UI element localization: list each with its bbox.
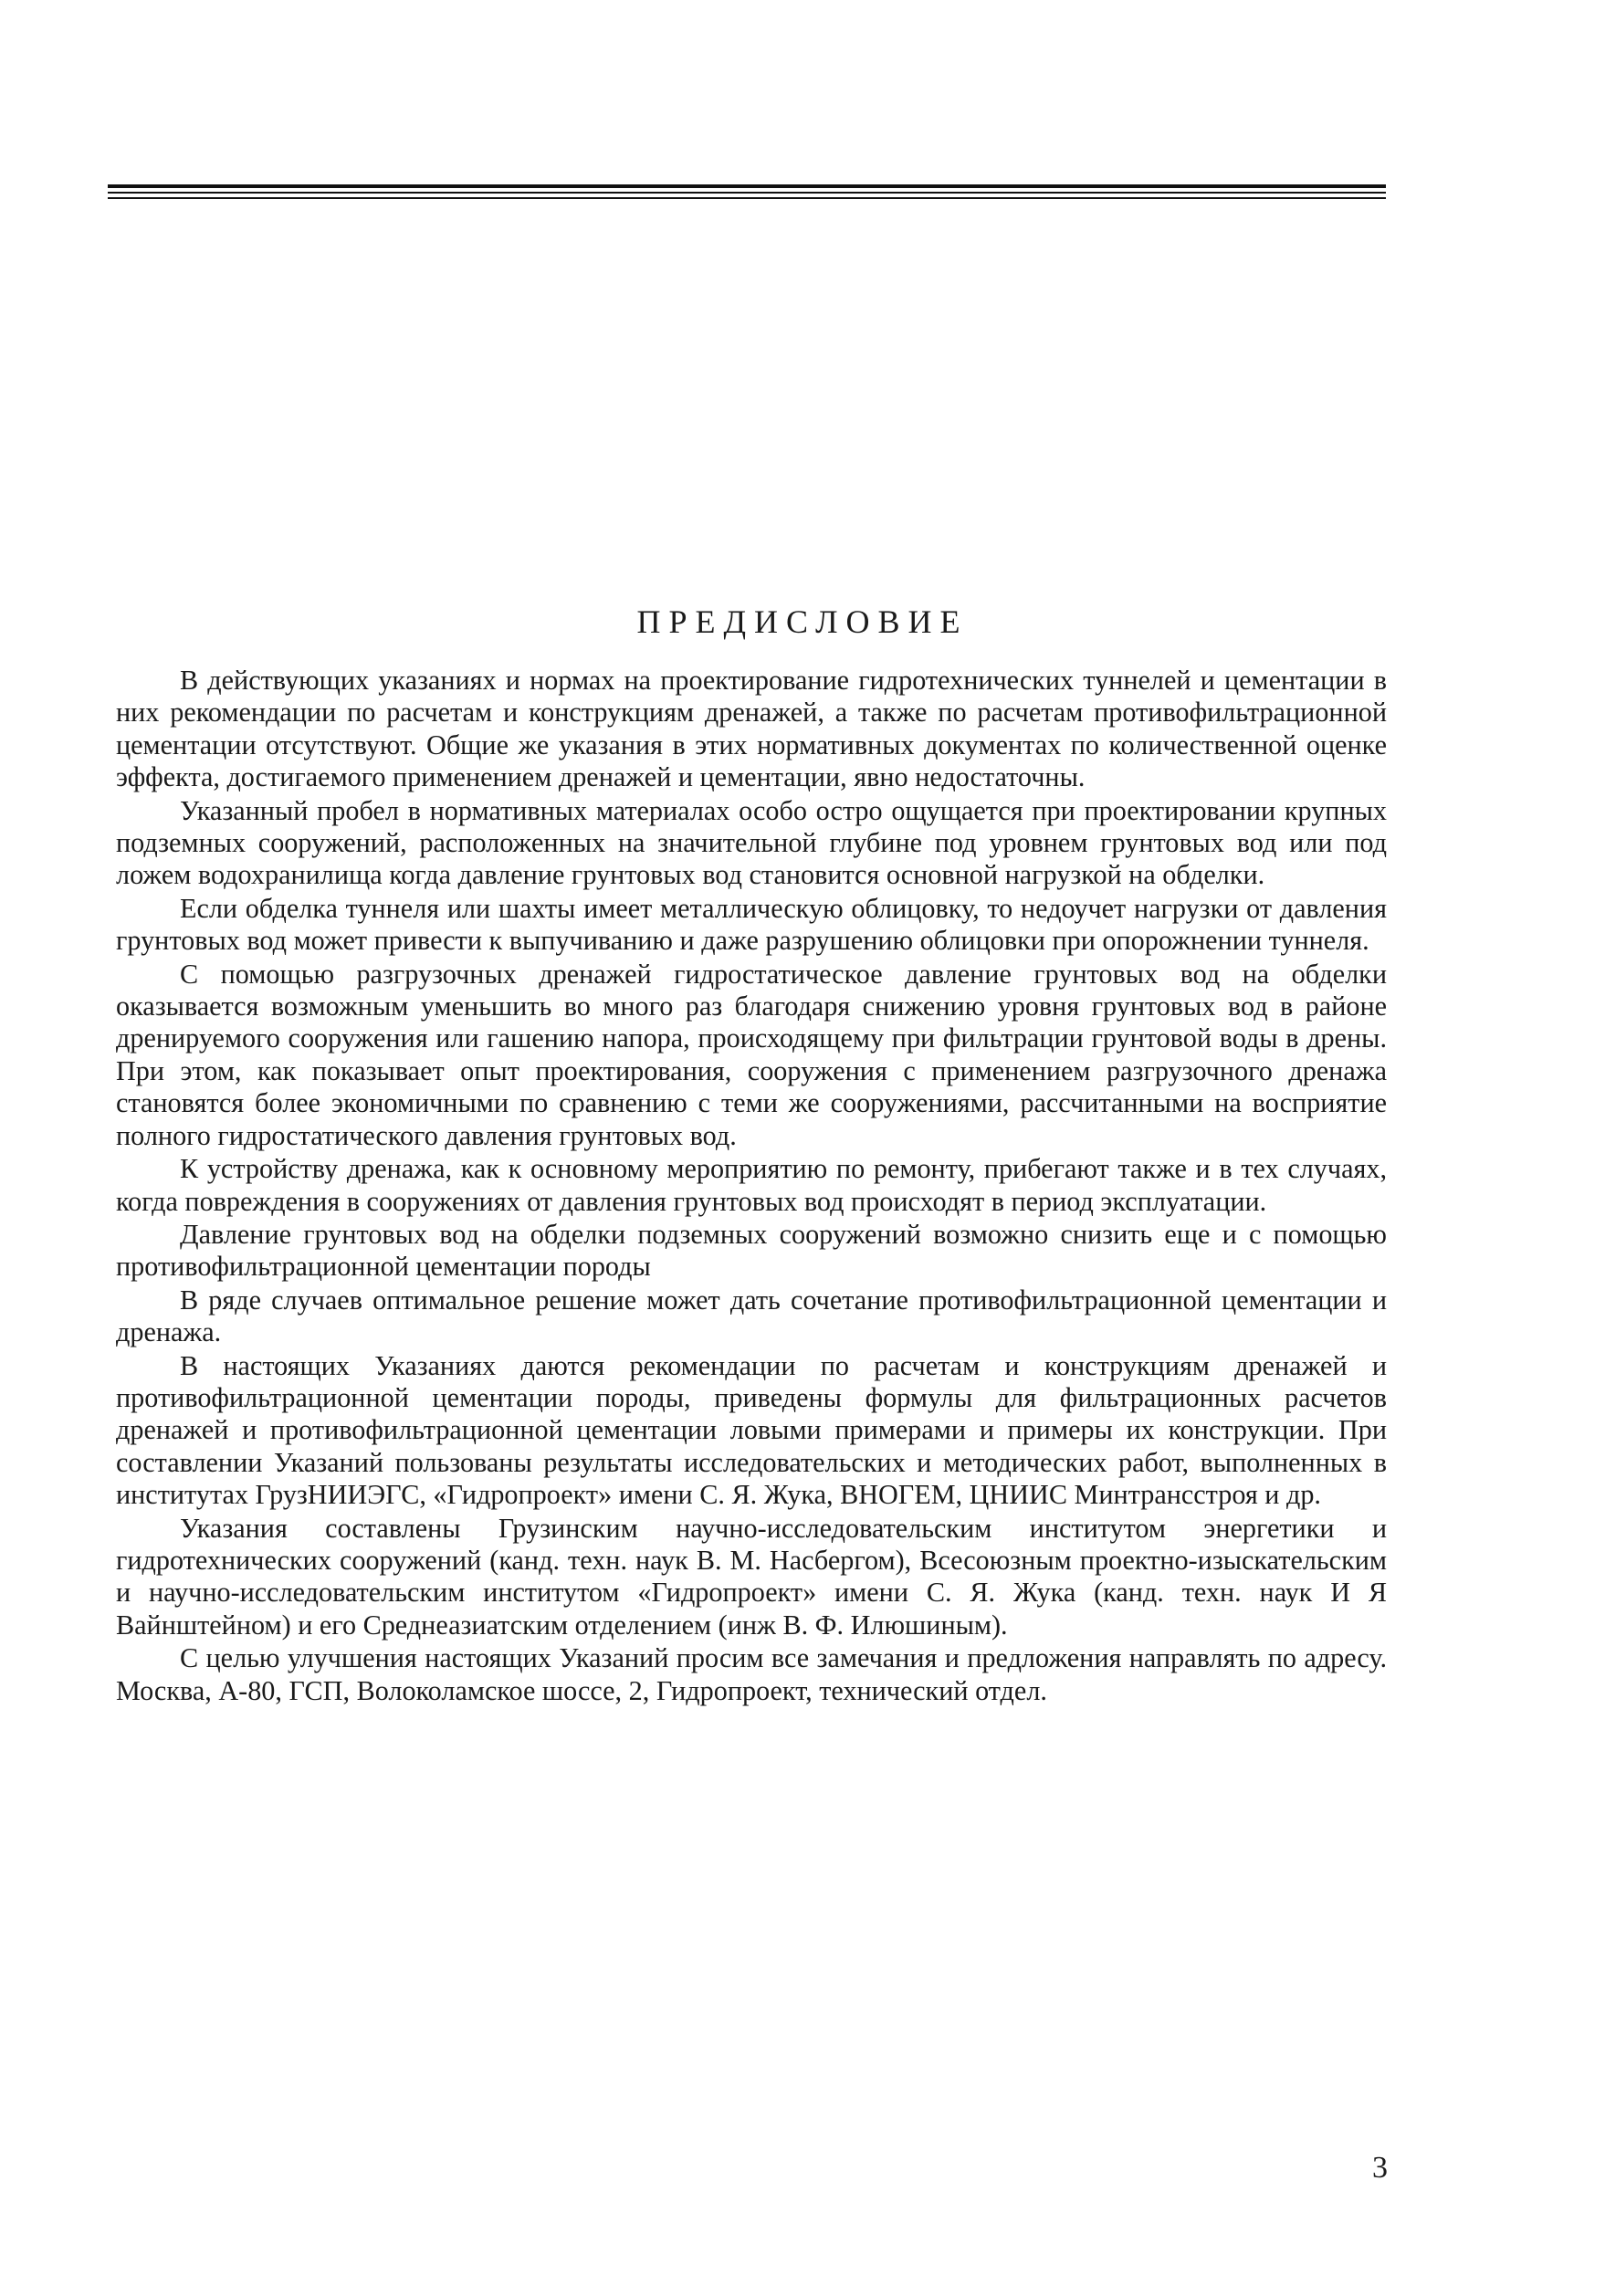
page-number: 3 xyxy=(1372,2151,1388,2185)
paragraph-10: С целью улучшения настоящих Указаний просим все замечания и предложения направлять по адресу. Москва, А-80, ГСП, Волоколамское шоссе, 2, Гидропроект, технический отдел. xyxy=(116,1642,1387,1706)
paragraph-7: В ряде случаев оптимальное решение может дать сочетание противофильтрационной цементации и дренажа. xyxy=(116,1284,1387,1348)
paragraph-8: В настоящих Указаниях даются рекомендации по расчетам и конструкциям дренажей и противофильтрационной цементации породы, приведены формулы для фильтрационных расчетов дренажей и противофильтрационной цементации ловыми примерами и примеры их конструкции. При составлении Указаний пользованы результаты исследовательских и методических работ, выполненных в институтах ГрузНИИЭГС, «Гидропроект» имени С. Я. Жука, ВНОГЕМ, ЦНИИС Минтрансстроя и др. xyxy=(116,1349,1387,1511)
body-text xyxy=(116,665,1387,1708)
paragraph-4: С помощью разгрузочных дренажей гидростатическое давление грунтовых вод на обделки оказывается возможным уменьшить во много раз благодаря снижению уровня грунтовых вод в районе дренируемого сооружения или гашению напора, происходящему при фильтрации грунтовой воды в дрены. При этом, как показывает опыт проектирования, сооружения с применением разгрузочного дренажа становятся более экономичными по сравнению с теми же сооружениями, рассчитанными на восприятие полного гидростатического давления грунтовых вод. xyxy=(116,958,1387,1151)
paragraph-5: К устройству дренажа, как к основному мероприятию по ремонту, прибегают также и в тех случаях, когда повреждения в сооружениях от давления грунтовых вод происходят в период эксплуатации. xyxy=(116,1153,1387,1217)
top-rule-line-thick xyxy=(108,184,1386,188)
paragraph-3: Если обделка туннеля или шахты имеет металлическую облицовку, то недоучет нагрузки от давления грунтовых вод может привести к выпучиванию и даже разрушению облицовки при опорожнении туннеля. xyxy=(116,892,1387,957)
paragraph-6: Давление грунтовых вод на обделки подземных сооружений возможно снизить еще и с помощью противофильтрационной цементации породы xyxy=(116,1218,1387,1283)
page-title: ПРЕДИСЛОВИЕ xyxy=(636,603,969,641)
top-rule-line-thin-lower xyxy=(108,197,1386,199)
paragraph-9: Указания составлены Грузинским научно-исследовательским институтом энергетики и гидротехнических сооружений (канд. техн. наук В. М. Насбергом), Всесоюзным проектно-изыскательским и научно-исследовательским институтом «Гидропроект» имени С. Я. Жука (канд. техн. наук И Я Вайнштейном) и его Среднеазиатским отделением (инж В. Ф. Илюшиным). xyxy=(116,1512,1387,1641)
paragraph-1: В действующих указаниях и нормах на проектирование гидротехнических туннелей и цементации в них рекомендации по расчетам и конструкциям дренажей, а также по расчетам противофильтрационной цементации отсутствуют. Общие же указания в этих нормативных документах по количественной оценке эффекта, достигаемого применением дренажей и цементации, явно недостаточны. xyxy=(116,665,1387,793)
paragraph-2: Указанный пробел в нормативных материалах особо остро ощущается при проектировании крупных подземных сооружений, расположенных на значительной глубине под уровнем грунтовых вод или под ложем водохранилища когда давление грунтовых вод становится основной нагрузкой на обделки. xyxy=(116,794,1387,891)
top-rule-line-thin xyxy=(108,192,1386,194)
